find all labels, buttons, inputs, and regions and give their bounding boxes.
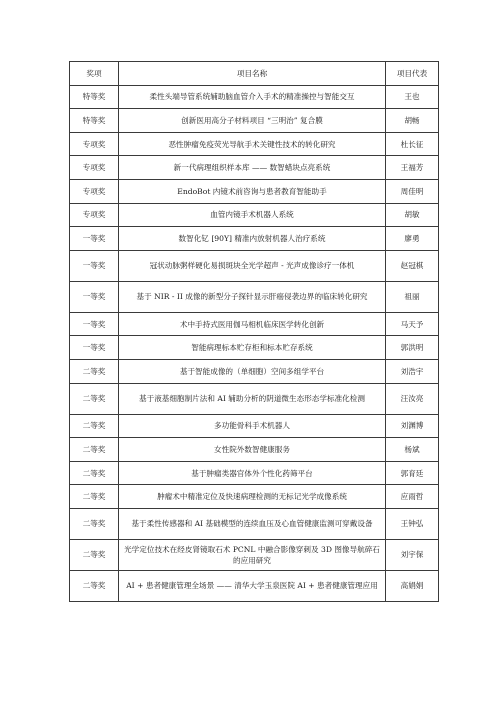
table-body [70, 85, 439, 601]
award-cell: 二等奖 [70, 570, 119, 601]
award-cell: 一等奖 [70, 281, 119, 312]
table-row [70, 508, 439, 539]
table-row [70, 85, 439, 109]
representative-cell: 马天予 [386, 312, 439, 336]
representative-cell: 廖勇 [386, 227, 439, 251]
project-name-cell: 创新医用高分子材料项目 “三明治” 复合膜 [119, 109, 386, 133]
award-cell: 二等奖 [70, 461, 119, 485]
award-cell: 专项奖 [70, 203, 119, 227]
award-cell: 二等奖 [70, 485, 119, 509]
award-cell: 二等奖 [70, 508, 119, 539]
award-cell: 专项奖 [70, 156, 119, 180]
award-cell: 二等奖 [70, 414, 119, 438]
project-name-cell: 多功能骨科手术机器人 [119, 414, 386, 438]
project-name-cell: 术中手持式医用伽马相机临床医学转化创新 [119, 312, 386, 336]
table-row [70, 570, 439, 601]
project-name-cell: 基于智能成像的（单细胞）空间多组学平台 [119, 359, 386, 383]
representative-cell: 杨斌 [386, 438, 439, 462]
table-row [70, 312, 439, 336]
header-award: 奖项 [70, 62, 119, 86]
table-header-row [70, 62, 439, 86]
award-cell: 特等奖 [70, 85, 119, 109]
project-name-cell: 基于肿瘤类器官体外个性化药筛平台 [119, 461, 386, 485]
table-row [70, 227, 439, 251]
project-name-cell: 基于液基细胞制片法和 AI 辅助分析的阴道微生态形态学标准化检测 [119, 383, 386, 414]
award-cell: 二等奖 [70, 359, 119, 383]
table-row [70, 359, 439, 383]
table-row [70, 281, 439, 312]
table-row [70, 132, 439, 156]
representative-cell: 刘浩宇 [386, 359, 439, 383]
representative-cell: 刘渊博 [386, 414, 439, 438]
representative-cell: 郭育廷 [386, 461, 439, 485]
project-name-cell: 柔性头端导管系统辅助脑血管介入手术的精准操控与智能交互 [119, 85, 386, 109]
table-row [70, 336, 439, 360]
table-row [70, 461, 439, 485]
award-cell: 专项奖 [70, 179, 119, 203]
representative-cell: 赵冠棋 [386, 250, 439, 281]
project-name-cell: 恶性肿瘤免疫荧光导航手术关键性技术的转化研究 [119, 132, 386, 156]
table-row [70, 250, 439, 281]
table-row [70, 109, 439, 133]
project-name-cell: 光学定位技术在经皮肾镜取石术 PCNL 中融合影像穿刺及 3D 图像导航碎石的应用研究 [119, 539, 386, 570]
table-row [70, 485, 439, 509]
award-cell: 一等奖 [70, 312, 119, 336]
awards-table [69, 61, 439, 602]
project-name-cell: AI + 患者健康管理全场景 —— 清华大学玉泉医院 AI + 患者健康管理应用 [119, 570, 386, 601]
award-cell: 二等奖 [70, 383, 119, 414]
project-name-cell: 新一代病理组织样本库 —— 数智蜡块点亮系统 [119, 156, 386, 180]
table-row [70, 203, 439, 227]
representative-cell: 胡畅 [386, 109, 439, 133]
representative-cell: 郭洪明 [386, 336, 439, 360]
project-name-cell: 数智化钇 [90Y] 精准内放射机器人治疗系统 [119, 227, 386, 251]
table-row [70, 438, 439, 462]
project-name-cell: EndoBot 内镜术前咨询与患者教育智能助手 [119, 179, 386, 203]
award-cell: 一等奖 [70, 250, 119, 281]
representative-cell: 祖丽 [386, 281, 439, 312]
project-name-cell: 智能病理标本贮存柜和标本贮存系统 [119, 336, 386, 360]
table-row [70, 383, 439, 414]
header-representative: 项目代表 [386, 62, 439, 86]
header-project-name: 项目名称 [119, 62, 386, 86]
award-cell: 二等奖 [70, 539, 119, 570]
award-cell: 一等奖 [70, 336, 119, 360]
project-name-cell: 基于柔性传感器和 AI 基础模型的连续血压及心血管健康监测可穿戴设备 [119, 508, 386, 539]
representative-cell: 高娟娟 [386, 570, 439, 601]
representative-cell: 汪汝亮 [386, 383, 439, 414]
table-row [70, 414, 439, 438]
award-cell: 专项奖 [70, 132, 119, 156]
award-cell: 一等奖 [70, 227, 119, 251]
project-name-cell: 肿瘤术中精准定位及快速病理检测的无标记光学成像系统 [119, 485, 386, 509]
representative-cell: 应雨哲 [386, 485, 439, 509]
representative-cell: 王也 [386, 85, 439, 109]
award-cell: 二等奖 [70, 438, 119, 462]
representative-cell: 胡敏 [386, 203, 439, 227]
project-name-cell: 基于 NIR - II 成像的新型分子探针显示肝癌侵袭边界的临床转化研究 [119, 281, 386, 312]
representative-cell: 王福芳 [386, 156, 439, 180]
representative-cell: 周佳明 [386, 179, 439, 203]
table-row [70, 156, 439, 180]
representative-cell: 杜长征 [386, 132, 439, 156]
project-name-cell: 血管内镜手术机器人系统 [119, 203, 386, 227]
project-name-cell: 女性院外数智健康服务 [119, 438, 386, 462]
table-row [70, 539, 439, 570]
project-name-cell: 冠状动脉粥样硬化易损斑块全光学超声 - 光声成像诊疗一体机 [119, 250, 386, 281]
table-row [70, 179, 439, 203]
representative-cell: 王钟弘 [386, 508, 439, 539]
representative-cell: 刘宇保 [386, 539, 439, 570]
award-cell: 特等奖 [70, 109, 119, 133]
